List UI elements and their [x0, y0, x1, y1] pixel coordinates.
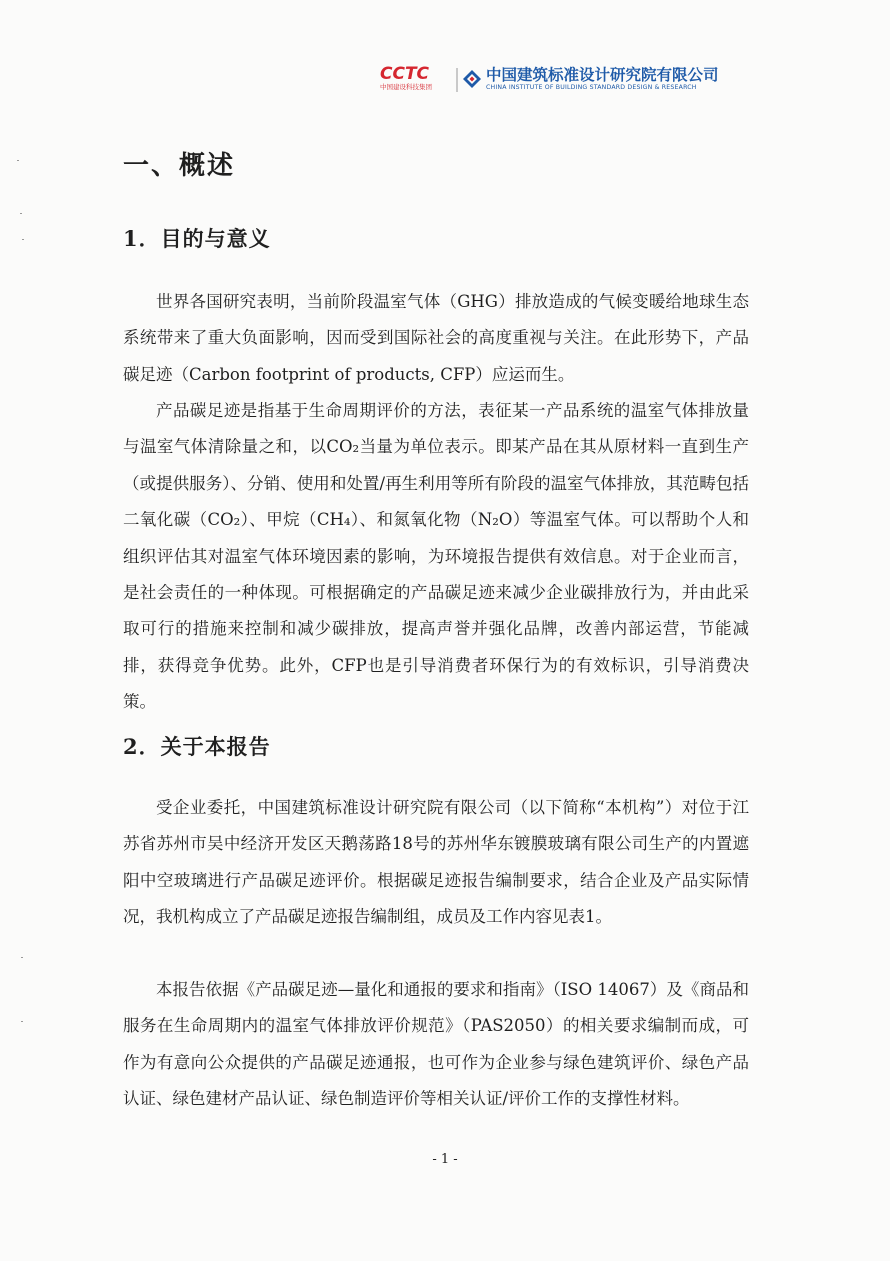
page-header [380, 66, 770, 96]
scan-mark [22, 239, 24, 240]
scan-mark [21, 957, 23, 958]
institute-name-cn: 中国建筑标准设计研究院有限公司 [486, 66, 719, 84]
page-number: - 1 - [432, 1152, 458, 1167]
scan-mark [21, 1021, 23, 1022]
logo-divider [456, 68, 458, 92]
paragraph-purpose-1: 世界各国研究表明，当前阶段温室气体（GHG）排放造成的气候变暖给地球生态系统带来了重大负面影响，因而受到国际社会的高度重视与关注。在此形势下，产品碳足迹（Carbon footprint of products, CFP）应运而生。 [123, 292, 749, 384]
paragraph-report-1: 受企业委托，中国建筑标准设计研究院有限公司（以下简称“本机构”）对位于江苏省苏州市吴中经济开发区天鹅荡路18号的苏州华东镀膜玻璃有限公司生产的内置遮阳中空玻璃进行产品碳足迹评价。根据碳足迹报告编制要求，结合企业及产品实际情况，我机构成立了产品碳足迹报告编制组，成员及工作内容见表1。 [123, 798, 749, 927]
paragraph-purpose-2: 产品碳足迹是指基于生命周期评价的方法，表征某一产品系统的温室气体排放量与温室气体清除量之和，以CO₂当量为单位表示。即某产品在其从原材料一直到生产（或提供服务）、分销、使用和处置/再生利用等所有阶段的温室气体排放，其范畴包括二氧化碳（CO₂）、甲烷（CH₄）、和氮氧化物（N₂O）等温室气体。可以帮助个人和组织评估其对温室气体环境因素的影响，为环境报告提供有效信息。对于企业而言，是社会责任的一种体现。可根据确定的产品碳足迹来减少企业碳排放行为，并由此采取可行的措施来控制和减少碳排放，提高声誉并强化品牌，改善内部运营，节能减排，获得竞争优势。此外，CFP也是引导消费者环保行为的有效标识，引导消费决策。 [123, 401, 749, 712]
cctc-logo-text: CCTC [380, 64, 430, 84]
subsection-title-purpose: 1．目的与意义 [123, 226, 271, 251]
institute-name-en: CHINA INSTITUTE OF BUILDING STANDARD DESIGN & RESEARCH [486, 84, 697, 91]
section-title: 一、概述 [123, 151, 236, 181]
cctc-logo-subtitle: 中国建设科技集团 [380, 83, 432, 91]
scan-mark [20, 213, 22, 214]
scan-mark [17, 160, 19, 161]
paragraph-report-2: 本报告依据《产品碳足迹—量化和通报的要求和指南》（ISO 14067）及《商品和服务在生命周期内的温室气体排放评价规范》（PAS2050）的相关要求编制而成，可作为有意向公众提供的产品碳足迹通报，也可作为企业参与绿色建筑评价、绿色产品认证、绿色建材产品认证、绿色制造评价等相关认证/评价工作的支撑性材料。 [123, 980, 749, 1109]
subsection-title-report: 2．关于本报告 [123, 734, 271, 759]
institute-emblem-icon [462, 69, 482, 89]
cctc-logo [380, 66, 452, 94]
